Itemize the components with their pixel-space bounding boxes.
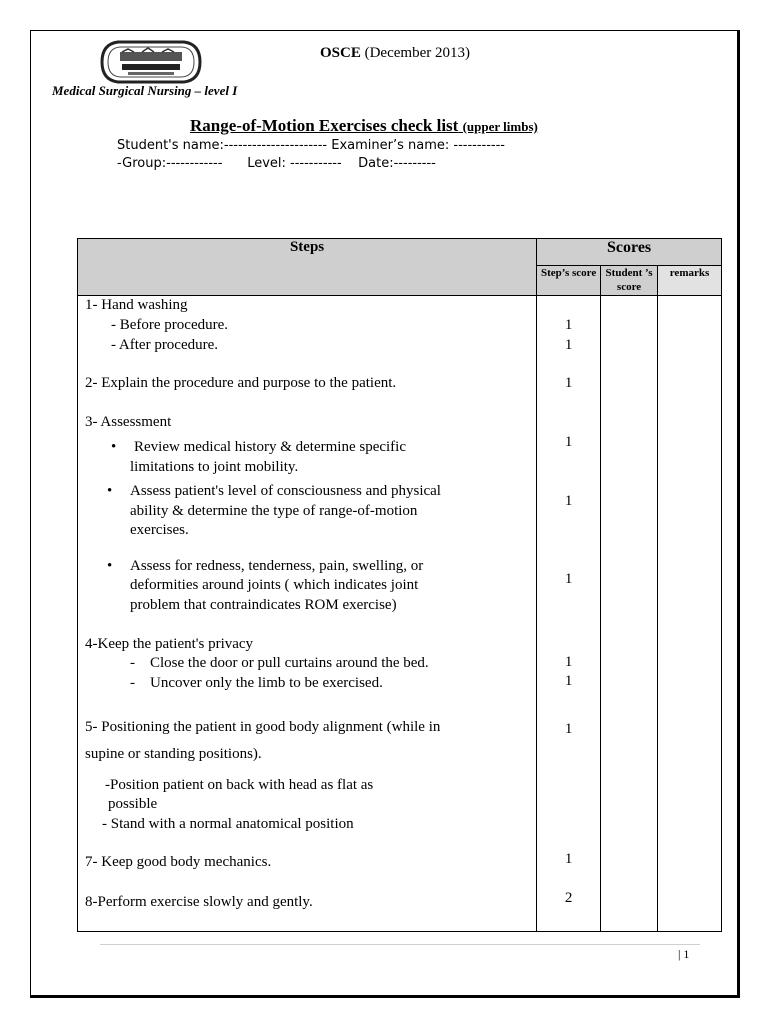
score-1a: 1 [564,317,573,333]
title-suffix: (upper limbs) [462,119,538,134]
student-examiner-fields: Student's name:---------------------- Examiner’s name: ----------- [117,138,505,153]
exam-name: OSCE [320,45,361,61]
step-4a: - Close the door or pull curtains around the bed. [130,655,429,671]
score-1b: 1 [564,337,573,353]
step-2: 2- Explain the procedure and purpose to the patient. [85,375,397,391]
footer-divider [100,944,700,945]
step-1: 1- Hand washing [85,297,188,313]
step-3c-line3: problem that contraindicates ROM exercise) [130,597,397,613]
score-7: 1 [564,851,573,867]
page-number: | 1 [678,947,690,961]
exam-heading [320,45,470,62]
title-text: Range-of-Motion Exercises check list [190,116,459,135]
student-score-cell[interactable] [601,296,658,932]
step-3a-line1: • Review medical history & determine specific [134,439,406,456]
score-2: 1 [564,375,573,391]
step-7: 7- Keep good body mechanics. [85,854,272,870]
exam-date: (December 2013) [364,45,470,61]
step-score-cell [537,296,601,932]
step-5a-line2: possible [108,796,158,812]
step-3c-line1: • Assess for redness, tenderness, pain, swelling, or [130,558,423,575]
score-3a: 1 [564,434,573,450]
step-5-line1: 5- Positioning the patient in good body alignment (while in [85,719,441,735]
step-3b-line1: • Assess patient's level of consciousness and physical [130,483,441,500]
step-3c-line2: deformities around joints ( which indicates joint [130,577,419,593]
step-score-header: Step’s score [537,266,601,296]
remarks-cell[interactable] [658,296,722,932]
step-4: 4-Keep the patient's privacy [85,636,254,652]
student-score-header: Student ’s score [601,266,658,296]
steps-cell [78,296,537,932]
score-8: 2 [564,890,573,906]
step-3: 3- Assessment [85,414,172,430]
step-4b: - Uncover only the limb to be exercised. [130,675,383,691]
score-3c: 1 [564,571,573,587]
step-1b: - After procedure. [111,337,219,353]
step-3b-line2: ability & determine the type of range-of-motion [130,503,418,519]
group-level-date-fields: -Group:------------ Level: ----------- Date:--------- [117,156,436,171]
step-3a-line2: limitations to joint mobility. [130,459,299,475]
page-title [190,116,538,136]
score-4a: 1 [564,654,573,670]
step-3b-line3: exercises. [130,522,189,538]
scores-header: Scores [537,239,722,266]
score-3b: 1 [564,493,573,509]
remarks-header: remarks [658,266,722,296]
step-5-line2: supine or standing positions). [85,746,262,762]
step-5b: - Stand with a normal anatomical position [102,816,354,832]
checklist-table [77,238,722,932]
score-5: 1 [564,721,573,737]
step-8: 8-Perform exercise slowly and gently. [85,894,313,910]
score-4b: 1 [564,673,573,689]
step-1a: - Before procedure. [111,317,229,333]
step-5a-line1: -Position patient on back with head as flat as [105,777,374,793]
steps-header: Steps [78,239,537,296]
university-logo-icon [98,38,204,86]
course-name: Medical Surgical Nursing – level I [52,83,238,98]
